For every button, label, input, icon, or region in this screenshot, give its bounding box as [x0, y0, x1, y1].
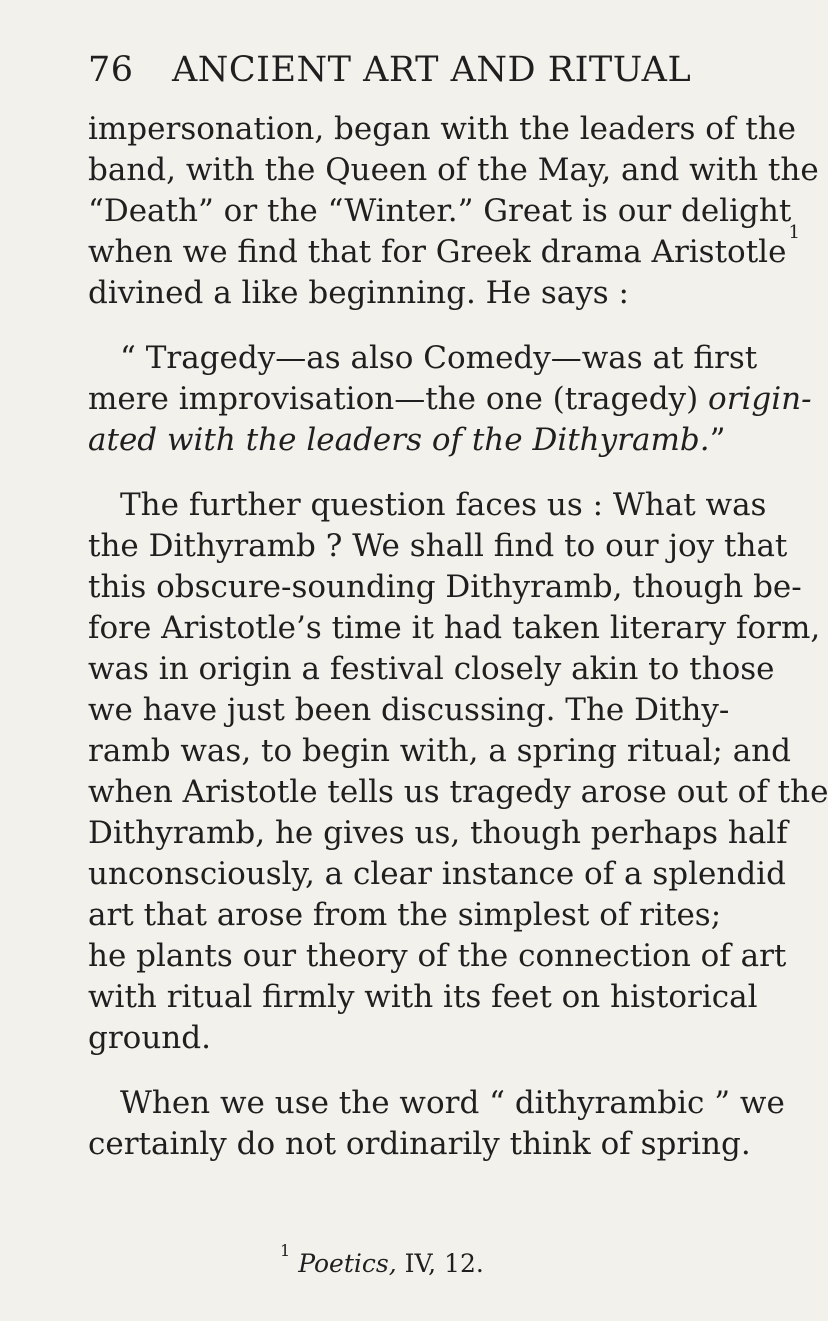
text-line: The further question faces us : What was — [120, 487, 767, 523]
text-line: ramb was, to begin with, a spring ritual; and — [88, 733, 791, 769]
text-line: certainly do not ordinarily think of spring. — [88, 1126, 751, 1162]
text-line — [88, 222, 800, 273]
paragraph-spacer — [88, 1059, 708, 1083]
text-line — [88, 420, 726, 461]
text-line: band, with the Queen of the May, and with the — [88, 152, 819, 188]
paragraph-3 — [88, 485, 828, 1059]
italic-text: ated with the leaders of the Dithyramb. — [88, 422, 710, 458]
paragraph-4 — [88, 1083, 785, 1165]
italic-text: origin- — [708, 381, 812, 417]
text-line: “ Tragedy—as also Comedy—was at first — [120, 340, 758, 376]
text-line: this obscure-sounding Dithyramb, though be- — [88, 569, 802, 605]
footnote-number: 1 — [280, 1241, 291, 1260]
text-line: fore Aristotle’s time it had taken literary form, — [88, 610, 821, 646]
text-line: When we use the word “ dithyrambic ” we — [120, 1085, 785, 1121]
text-line: we have just been discussing. The Dithy- — [88, 692, 730, 728]
text-line — [88, 379, 812, 420]
footnote-work-title: Poetics, — [298, 1249, 397, 1278]
text-line: was in origin a festival closely akin to those — [88, 651, 775, 687]
running-head — [88, 50, 708, 90]
footnote-reference[interactable]: 1 — [788, 222, 800, 243]
text-line: with ritual firmly with its feet on historical — [88, 979, 758, 1015]
closing-quote: ” — [709, 422, 726, 458]
text-line: impersonation, began with the leaders of the — [88, 111, 797, 147]
text-line: Dithyramb, he gives us, though perhaps half — [88, 815, 788, 851]
paragraph-1 — [88, 109, 819, 314]
text-line: he plants our theory of the connection of art — [88, 938, 787, 974]
footnote — [280, 1241, 640, 1280]
text-line: ground. — [88, 1020, 211, 1056]
text-line: “Death” or the “Winter.” Great is our delight — [88, 193, 792, 229]
body-text — [88, 109, 828, 1165]
paragraph-spacer — [88, 314, 708, 338]
text-line: divined a like beginning. He says : — [88, 275, 630, 311]
quotation-paragraph — [88, 338, 812, 461]
text-line-content: mere improvisation—the one (tragedy) — [88, 381, 699, 417]
text-line: art that arose from the simplest of rites; — [88, 897, 722, 933]
text-line: unconsciously, a clear instance of a splendid — [88, 856, 786, 892]
text-line: when Aristotle tells us tragedy arose out of the — [88, 774, 828, 810]
text-line: the Dithyramb ? We shall find to our joy that — [88, 528, 788, 564]
page-number: 76 — [88, 50, 134, 90]
paragraph-spacer — [88, 461, 708, 485]
text-line-content: when we find that for Greek drama Aristotle — [88, 234, 787, 270]
book-title: ANCIENT ART AND RITUAL — [172, 50, 692, 90]
footnote-reference-text: IV, 12. — [404, 1249, 484, 1278]
